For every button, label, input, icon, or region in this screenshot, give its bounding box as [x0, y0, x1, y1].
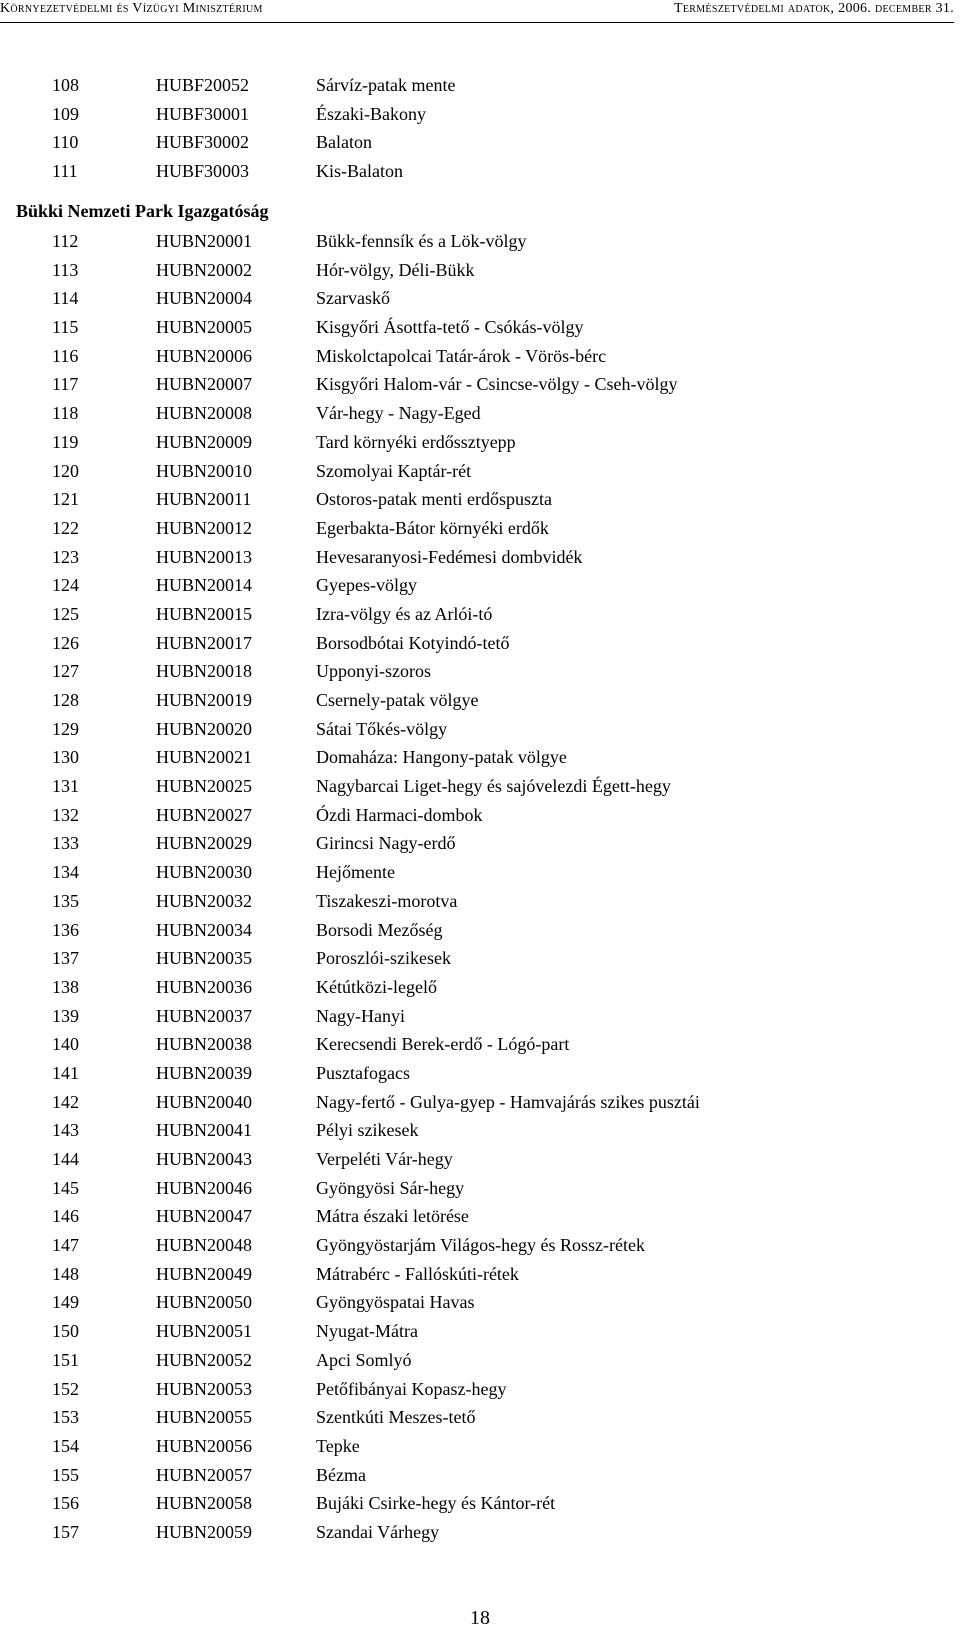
site-name: Szentkúti Meszes-tető	[316, 1407, 476, 1428]
header-report-title: Természetvédelmi adatok, 2006. december 31.	[674, 1, 954, 16]
site-name: Balaton	[316, 132, 372, 153]
site-name: Sárvíz-patak mente	[316, 75, 456, 95]
site-name: Upponyi-szoros	[316, 661, 431, 682]
table-row	[0, 157, 960, 186]
site-name: Csernely-patak völgye	[316, 690, 479, 710]
site-number: 132	[52, 804, 79, 825]
site-code: HUBN20049	[156, 1263, 253, 1284]
page-number: 18	[470, 1607, 490, 1629]
site-code: HUBN20038	[156, 1034, 253, 1055]
site-number: 142	[52, 1091, 79, 1112]
site-code: HUBN20047	[156, 1206, 253, 1227]
table-row	[0, 858, 960, 887]
site-number: 119	[52, 431, 79, 452]
site-name: Domaháza: Hangony-patak völgye	[316, 747, 567, 768]
site-name: Petőfibányai Kopasz-hegy	[316, 1378, 507, 1399]
site-code: HUBN20053	[156, 1378, 253, 1399]
site-number: 130	[52, 747, 79, 768]
table-row	[0, 128, 960, 157]
site-name: Szarvaskő	[316, 288, 390, 309]
site-code: HUBN20039	[156, 1062, 253, 1083]
site-code: HUBN20006	[156, 345, 253, 366]
table-row	[0, 829, 960, 858]
table-row	[0, 1231, 960, 1260]
site-name: Hór-völgy, Déli-Bükk	[316, 259, 475, 280]
site-name: Pusztafogacs	[316, 1062, 410, 1083]
site-number: 150	[52, 1321, 79, 1342]
site-name: Borsodbótai Kotyindó-tető	[316, 632, 510, 653]
table-row	[0, 543, 960, 572]
site-code: HUBN20004	[156, 288, 253, 309]
site-name: Mátrabérc - Fallóskúti-rétek	[316, 1263, 519, 1284]
table-row	[0, 1030, 960, 1059]
site-name: Bujáki Csirke-hegy és Kántor-rét	[316, 1493, 556, 1514]
site-code: HUBF30001	[156, 103, 250, 124]
site-name: Kétútközi-legelő	[316, 976, 437, 997]
site-number: 117	[52, 374, 79, 395]
site-number: 137	[52, 948, 79, 969]
site-number: 148	[52, 1263, 79, 1284]
site-number: 152	[52, 1378, 79, 1399]
table-row	[0, 1002, 960, 1031]
site-code: HUBN20001	[156, 231, 253, 251]
site-code: HUBN20007	[156, 374, 253, 395]
site-number: 136	[52, 919, 79, 940]
table-row	[0, 715, 960, 744]
site-code: HUBN20043	[156, 1149, 253, 1169]
site-name: Miskolctapolcai Tatár-árok - Vörös-bérc	[316, 345, 607, 366]
site-name: Sátai Tőkés-völgy	[316, 718, 448, 739]
table-row	[0, 1260, 960, 1289]
site-name: Pélyi szikesek	[316, 1120, 419, 1141]
table-row	[0, 1403, 960, 1432]
table-row	[0, 1518, 960, 1547]
site-name: Kis-Balaton	[316, 161, 403, 182]
site-name: Ostoros-patak menti erdőspuszta	[316, 489, 552, 510]
site-list-bukki	[0, 227, 960, 1547]
site-number: 120	[52, 460, 79, 481]
table-row	[0, 743, 960, 772]
site-code: HUBN20010	[156, 460, 253, 481]
site-code: HUBN20059	[156, 1521, 253, 1542]
site-code: HUBN20051	[156, 1321, 253, 1342]
table-row	[0, 457, 960, 486]
table-row	[0, 1288, 960, 1317]
table-row	[0, 1088, 960, 1117]
site-code: HUBN20021	[156, 747, 253, 768]
site-number: 144	[52, 1149, 79, 1169]
site-code: HUBN20030	[156, 862, 253, 883]
site-number: 124	[52, 575, 79, 596]
table-row	[0, 887, 960, 916]
site-name: Gyepes-völgy	[316, 575, 417, 596]
site-code: HUBN20052	[156, 1349, 253, 1370]
site-code: HUBN20008	[156, 403, 253, 424]
site-number: 115	[52, 317, 79, 338]
site-name: Verpeléti Vár-hegy	[316, 1149, 453, 1169]
site-number: 122	[52, 517, 79, 538]
site-code: HUBN20048	[156, 1235, 253, 1256]
site-name: Ózdi Harmaci-dombok	[316, 804, 483, 825]
site-code: HUBN20002	[156, 259, 253, 280]
site-number: 131	[52, 776, 79, 797]
site-code: HUBN20057	[156, 1464, 253, 1485]
site-name: Izra-völgy és az Arlói-tó	[316, 603, 493, 624]
table-row	[0, 686, 960, 715]
site-number: 154	[52, 1435, 79, 1456]
table-row	[0, 1432, 960, 1461]
site-name: Apci Somlyó	[316, 1349, 412, 1370]
site-code: HUBN20011	[156, 489, 252, 510]
site-name: Gyöngyöstarjám Világos-hegy és Rossz-rétek	[316, 1235, 646, 1256]
site-name: Északi-Bakony	[316, 103, 426, 124]
site-name: Tiszakeszi-morotva	[316, 890, 458, 911]
site-code: HUBN20012	[156, 517, 253, 538]
table-row	[0, 1059, 960, 1088]
site-number: 128	[52, 690, 79, 710]
site-number: 112	[52, 231, 79, 251]
site-code: HUBN20013	[156, 546, 253, 567]
site-name: Hevesaranyosi-Fedémesi dombvidék	[316, 546, 583, 567]
site-code: HUBN20041	[156, 1120, 253, 1141]
site-code: HUBN20019	[156, 690, 253, 710]
site-name: Bükk-fennsík és a Lök-völgy	[316, 231, 527, 251]
site-number: 110	[52, 132, 79, 153]
table-row	[0, 1145, 960, 1174]
site-number: 111	[52, 161, 78, 182]
site-number: 108	[52, 75, 79, 95]
site-name: Kisgyőri Ásottfa-tető - Csókás-völgy	[316, 317, 584, 338]
table-row	[0, 399, 960, 428]
site-code: HUBN20055	[156, 1407, 253, 1428]
site-code: HUBN20018	[156, 661, 253, 682]
site-code: HUBN20020	[156, 718, 253, 739]
site-number: 147	[52, 1235, 79, 1256]
site-number: 126	[52, 632, 79, 653]
table-row	[0, 772, 960, 801]
site-name: Gyöngyösi Sár-hegy	[316, 1177, 465, 1198]
table-row	[0, 227, 960, 256]
site-number: 113	[52, 259, 79, 280]
site-name: Egerbakta-Bátor környéki erdők	[316, 517, 549, 538]
site-name: Szandai Várhegy	[316, 1521, 440, 1542]
table-row	[0, 801, 960, 830]
site-number: 125	[52, 603, 79, 624]
site-number: 121	[52, 489, 79, 510]
site-name: Tard környéki erdőssztyepp	[316, 431, 516, 452]
site-name: Hejőmente	[316, 862, 395, 883]
table-row	[0, 1116, 960, 1145]
site-code: HUBN20009	[156, 431, 253, 452]
table-row	[0, 370, 960, 399]
table-row	[0, 514, 960, 543]
table-row	[0, 1174, 960, 1203]
table-row	[0, 485, 960, 514]
site-name: Borsodi Mezőség	[316, 919, 443, 940]
page-header	[0, 0, 954, 23]
table-row	[0, 1461, 960, 1490]
table-row	[0, 100, 960, 129]
site-code: HUBF30002	[156, 132, 250, 153]
site-number: 153	[52, 1407, 79, 1428]
site-number: 139	[52, 1005, 79, 1026]
site-code: HUBF20052	[156, 75, 250, 95]
site-number: 151	[52, 1349, 79, 1370]
table-row	[0, 428, 960, 457]
site-number: 129	[52, 718, 79, 739]
table-row	[0, 916, 960, 945]
section-heading: Bükki Nemzeti Park Igazgatóság	[16, 201, 269, 221]
site-number: 109	[52, 103, 79, 124]
site-code: HUBF30003	[156, 161, 250, 182]
site-number: 118	[52, 403, 79, 424]
site-code: HUBN20014	[156, 575, 253, 596]
table-row	[0, 973, 960, 1002]
table-row	[0, 1375, 960, 1404]
site-name: Mátra északi letörése	[316, 1206, 469, 1227]
site-name: Tepke	[316, 1435, 360, 1456]
site-code: HUBN20017	[156, 632, 253, 653]
site-code: HUBN20027	[156, 804, 253, 825]
site-number: 155	[52, 1464, 79, 1485]
site-number: 140	[52, 1034, 79, 1055]
site-name: Kisgyőri Halom-vár - Csincse-völgy - Cseh-völgy	[316, 374, 678, 395]
table-row	[0, 657, 960, 686]
table-row	[0, 1346, 960, 1375]
site-number: 114	[52, 288, 79, 309]
table-row	[0, 571, 960, 600]
site-name: Nagy-Hanyi	[316, 1005, 405, 1026]
table-row	[0, 944, 960, 973]
site-code: HUBN20029	[156, 833, 253, 854]
site-number: 134	[52, 862, 79, 883]
table-row	[0, 256, 960, 285]
site-number: 146	[52, 1206, 79, 1227]
site-code: HUBN20046	[156, 1177, 253, 1198]
site-code: HUBN20005	[156, 317, 253, 338]
table-row	[0, 600, 960, 629]
site-code: HUBN20035	[156, 948, 253, 969]
site-list-continued	[0, 71, 960, 186]
site-code: HUBN20025	[156, 776, 253, 797]
header-ministry: Környezetvédelmi és Vízügyi Minisztérium	[0, 1, 263, 16]
site-number: 135	[52, 890, 79, 911]
table-row	[0, 71, 960, 100]
site-name: Bézma	[316, 1464, 366, 1485]
site-name: Girincsi Nagy-erdő	[316, 833, 456, 854]
site-number: 138	[52, 976, 79, 997]
site-code: HUBN20040	[156, 1091, 253, 1112]
site-name: Gyöngyöspatai Havas	[316, 1292, 475, 1313]
site-name: Poroszlói-szikesek	[316, 948, 451, 969]
table-row	[0, 1317, 960, 1346]
table-row	[0, 1489, 960, 1518]
site-number: 141	[52, 1062, 79, 1083]
table-row	[0, 313, 960, 342]
site-code: HUBN20050	[156, 1292, 253, 1313]
site-number: 156	[52, 1493, 79, 1514]
site-name: Nagybarcai Liget-hegy és sajóvelezdi Égett-hegy	[316, 776, 671, 797]
site-number: 133	[52, 833, 79, 854]
site-number: 116	[52, 345, 79, 366]
site-name: Vár-hegy - Nagy-Eged	[316, 403, 481, 424]
site-code: HUBN20015	[156, 603, 253, 624]
site-name: Nagy-fertő - Gulya-gyep - Hamvajárás szikes pusztái	[316, 1091, 700, 1112]
site-code: HUBN20032	[156, 890, 253, 911]
site-name: Kerecsendi Berek-erdő - Lógó-part	[316, 1034, 570, 1055]
site-code: HUBN20037	[156, 1005, 253, 1026]
table-row	[0, 342, 960, 371]
site-number: 127	[52, 661, 79, 682]
site-number: 145	[52, 1177, 79, 1198]
site-code: HUBN20058	[156, 1493, 253, 1514]
table-row	[0, 1202, 960, 1231]
table-row	[0, 629, 960, 658]
site-number: 157	[52, 1521, 79, 1542]
site-number: 123	[52, 546, 79, 567]
site-code: HUBN20036	[156, 976, 253, 997]
site-number: 143	[52, 1120, 79, 1141]
site-code: HUBN20056	[156, 1435, 253, 1456]
site-number: 149	[52, 1292, 79, 1313]
site-name: Nyugat-Mátra	[316, 1321, 418, 1342]
site-code: HUBN20034	[156, 919, 253, 940]
site-name: Szomolyai Kaptár-rét	[316, 460, 472, 481]
table-row	[0, 284, 960, 313]
